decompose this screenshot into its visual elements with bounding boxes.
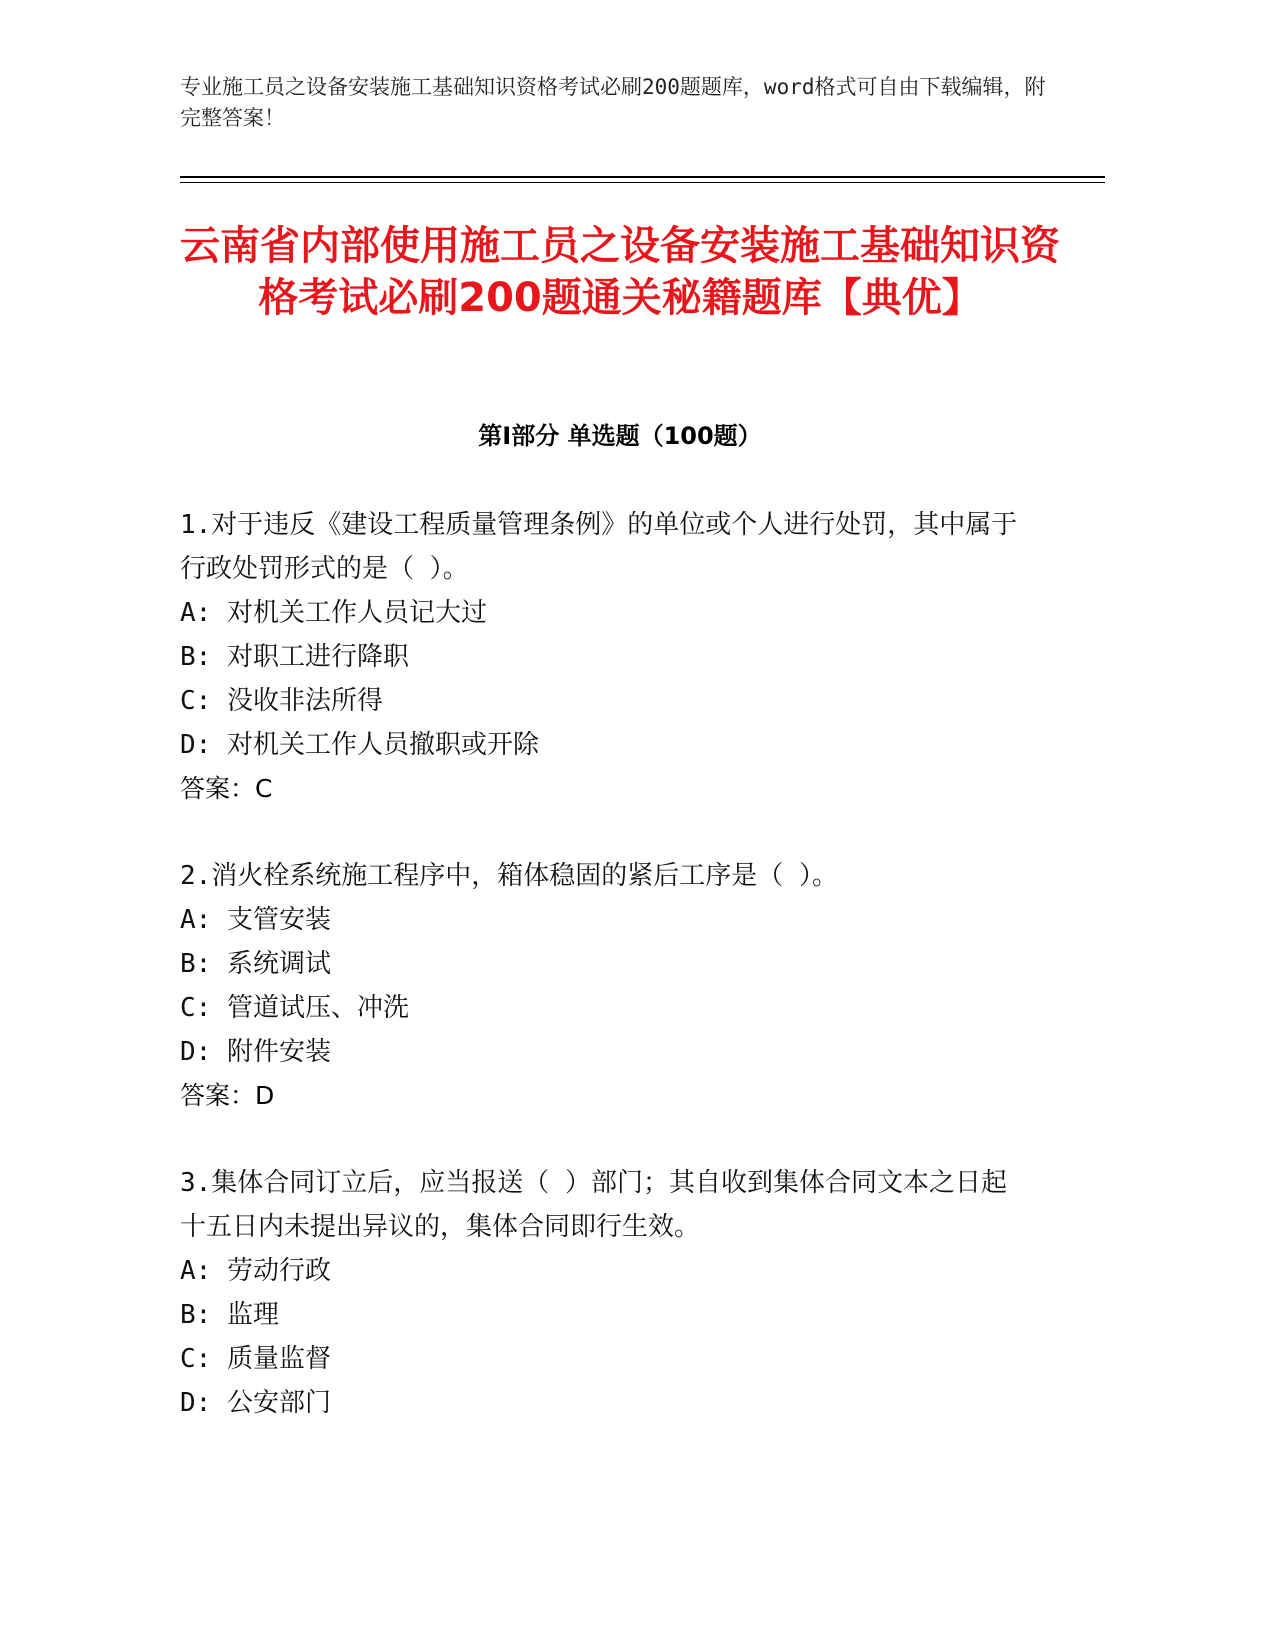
option-a: A: 对机关工作人员记大过 [180,598,487,628]
question-1 [180,503,1060,811]
option-a: A: 劳动行政 [180,1256,331,1286]
question-text: 1.对于违反《建设工程质量管理条例》的单位或个人进行处罚，其中属于行政处罚形式的是（ ）。 [180,510,1018,584]
header-rule-thin [180,182,1105,183]
option-c: C: 质量监督 [180,1344,331,1374]
question-text: 3.集体合同订立后，应当报送（ ）部门；其自收到集体合同文本之日起十五日内未提出异议的，集体合同即行生效。 [180,1168,1007,1242]
option-b: B: 对职工进行降职 [180,642,409,672]
option-c: C: 没收非法所得 [180,686,383,716]
question-3 [180,1161,1060,1425]
question-2 [180,854,1060,1118]
question-text: 2.消火栓系统施工程序中，箱体稳固的紧后工序是（ ）。 [180,861,838,891]
header-note: 专业施工员之设备安装施工基础知识资格考试必刷200题题库，word格式可自由下载编辑，附完整答案！ [180,75,1046,130]
option-c: C: 管道试压、冲洗 [180,993,409,1023]
option-d: D: 附件安装 [180,1037,331,1067]
option-a: A: 支管安装 [180,905,331,935]
answer: 答案：D [180,1081,275,1110]
option-b: B: 监理 [180,1300,279,1330]
question-list [180,503,1060,1468]
answer: 答案：C [180,774,273,803]
document-title: 云南省内部使用施工员之设备安装施工基础知识资格考试必刷200题通关秘籍题库【典优】 [180,223,1060,321]
section-heading: 第Ⅰ部分 单选题（100题） [478,422,762,450]
header-rule-thick [180,176,1105,178]
option-d: D: 对机关工作人员撤职或开除 [180,730,539,760]
option-b: B: 系统调试 [180,949,331,979]
option-d: D: 公安部门 [180,1388,331,1418]
